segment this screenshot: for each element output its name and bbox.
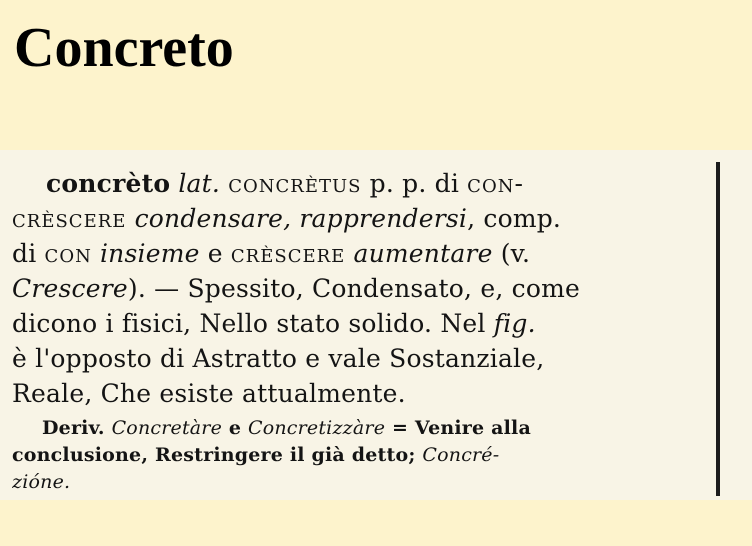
text-run: è l'opposto di Astratto e vale Sostanziale, xyxy=(12,344,545,373)
text-run: conclusione, Restringere il già detto; xyxy=(12,444,423,466)
entry-line xyxy=(12,236,712,271)
text-run: condensare, rapprendersi xyxy=(134,204,468,233)
deriv-line xyxy=(12,442,712,469)
entry-line xyxy=(12,341,712,376)
text-run xyxy=(92,239,100,268)
text-run: dicono i fisici, Nello stato solido. Nel xyxy=(12,309,494,338)
entry-definition xyxy=(12,166,712,411)
text-run: Concretàre xyxy=(111,417,223,439)
text-run: Concretizzàre xyxy=(247,417,386,439)
text-run: concrèto xyxy=(46,169,171,198)
text-run: , comp. xyxy=(467,204,562,233)
text-run: (v. xyxy=(492,239,531,268)
deriv-line xyxy=(12,415,712,442)
text-run: concrètus xyxy=(228,169,362,198)
text-run: Crescere xyxy=(12,274,128,303)
text-run: Reale, Che esiste attualmente. xyxy=(12,379,406,408)
text-run: p. p. di xyxy=(361,169,468,198)
text-run: = Venire alla xyxy=(385,417,531,439)
text-run: crèscere xyxy=(12,204,127,233)
text-run xyxy=(126,204,134,233)
text-run: e xyxy=(199,239,231,268)
entry-line xyxy=(12,376,712,411)
entry-line xyxy=(12,306,712,341)
text-run: crèscere xyxy=(230,239,346,268)
text-run xyxy=(220,169,228,198)
text-run: con xyxy=(44,239,92,268)
entry-line xyxy=(12,201,712,236)
text-run: e xyxy=(222,417,248,439)
text-run: di xyxy=(12,239,45,268)
text-run: insieme xyxy=(99,239,200,268)
text-run: Deriv. xyxy=(42,417,112,439)
text-run: con- xyxy=(467,169,524,198)
entry-line xyxy=(12,271,712,306)
text-run: lat. xyxy=(178,169,221,198)
column-rule xyxy=(716,162,720,496)
entry-line xyxy=(12,166,712,201)
deriv-line xyxy=(12,469,712,496)
text-run: fig. xyxy=(493,309,536,338)
entry-derivatives xyxy=(12,415,712,496)
text-run: aumentare xyxy=(353,239,493,268)
dictionary-entry xyxy=(12,166,712,496)
page-title: Concreto xyxy=(14,17,234,79)
text-run: ). — Spessito, Condensato, e, come xyxy=(127,274,580,303)
text-run: zióne. xyxy=(12,471,71,493)
text-run: Concré- xyxy=(422,444,500,466)
